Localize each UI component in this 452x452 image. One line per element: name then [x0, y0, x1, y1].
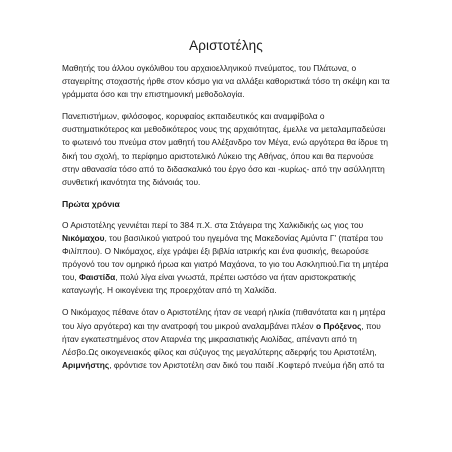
father-name: Νικόμαχου	[62, 232, 105, 243]
intro-paragraph: Μαθητής του άλλου ογκόλιθου του αρχαιοελληνικού πνεύματος, του Πλάτωνα, ο σταγειρίτης στοχαστής ήρθε στον κόσμο για να αλλάξει καθοριστικά τόσο τη σκέψη και τα γράμματα όσο και την επιστημονική μεθοδολογία.	[62, 63, 390, 100]
text-run: Ο Νικόμαχος πέθανε όταν ο Αριστοτέλης ήταν σε νεαρή ηλικία (πιθανότατα και η μητέρα του λίγο αργότερα) και την ανατροφή του μικρού αναλαμβάνει πλέον	[62, 307, 386, 331]
page-title: Αριστοτέλης	[189, 38, 263, 53]
text-run: , του βασιλικού γιατρού του ηγεμόνα της Μακεδονίας Αμύντα Γ' (πατέρα του Φιλίππου). Ο Νικόμαχος, είχε γράψει έξι βιβλία ιατρικής και ένα φυσικής, θεωρούσε πρόγονό του τον ομηρικό ήρωα και γιατρό Μαχάονα, το γιο του Ασκληπιού.Για τη μητέρα του,	[62, 232, 389, 283]
text-run: , πολύ λίγα είναι γνωστά, πρέπει ωστόσο να ήταν αριστοκρατικής καταγωγής. Η οικογένεια της προερχόταν από τη Χαλκίδα.	[62, 272, 356, 296]
guardian-paragraph	[62, 306, 390, 371]
sister-name: Αριμνήστης	[62, 359, 110, 370]
guardian-name: ο Πρόξενος	[315, 320, 362, 331]
text-run: , φρόντισε τον Αριστοτέλη σαν δικό του παιδί .Κοφτερό πνεύμα ήδη από τα	[109, 359, 385, 370]
early-years-paragraph	[62, 219, 390, 298]
biography-paragraph: Πανεπιστήμων, φιλόσοφος, κορυφαίος εκπαιδευτικός και αναμφίβολα ο συστηματικότερος και μεθοδικότερος νους της αρχαιότητας, έμελλε να μεταλαμπαδεύσει το φωτεινό του πνεύμα στον μαθητή του Αλέξανδρο τον Μέγα, ενώ αργότερα θα ίδρυε τη δική του σχολή, το περίφημο αριστοτελικό Λύκειο της Αθήνας, όπου και θα περνούσε στην αθανασία τόσο από το διδασκαλικό του έργο όσο και -κυρίως- από την ασύλληπτη συνθετική ικανότητα της διάνοιάς του.	[62, 111, 389, 187]
section-heading-early-years: Πρώτα χρόνια	[62, 198, 120, 209]
mother-name: Φαιστίδα	[79, 272, 116, 283]
text-run: Ο Αριστοτέλης γεννιέται περί το 384 π.Χ. στα Στάγειρα της Χαλκιδικής ως γιος του	[62, 219, 364, 230]
text-run: , που ήταν εγκατεστημένος στον Αταρνέα της μικρασιατικής Αιολίδας, απέναντι από τη Λέσβο.Ως οικογενειακός φίλος και σύζυγος της μεγαλύτερης αδερφής του Αριστοτέλη,	[62, 320, 381, 357]
